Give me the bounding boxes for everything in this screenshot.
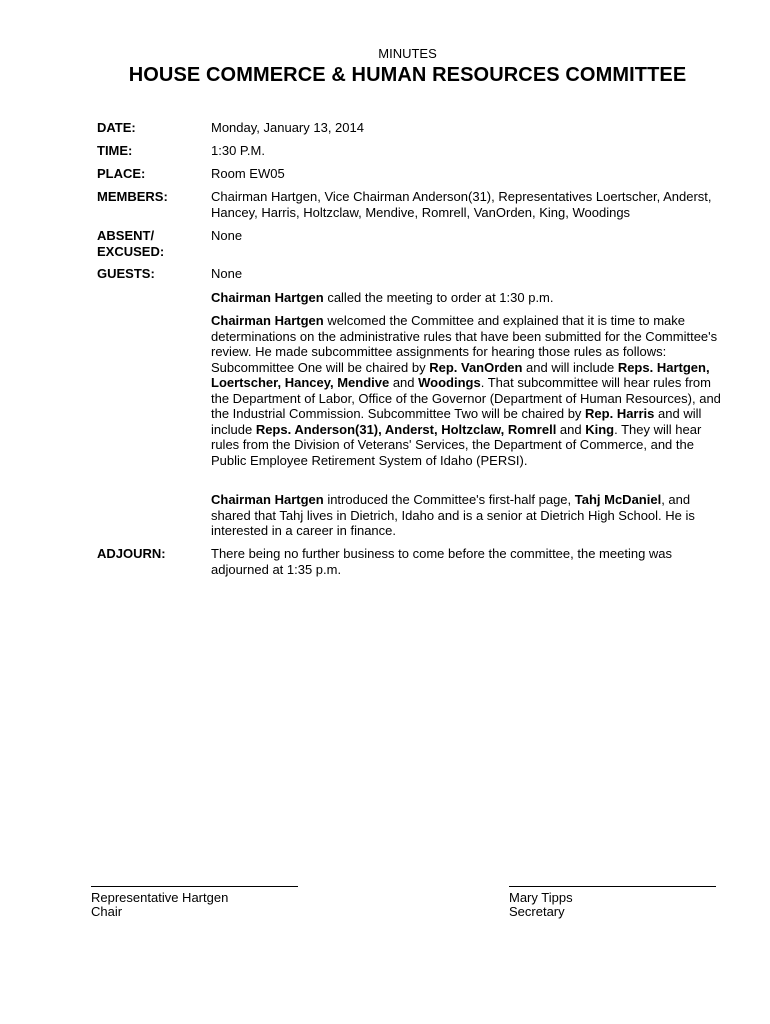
guests-label: GUESTS:	[97, 266, 155, 281]
rep-names: Reps. Hartgen, Loertscher, Hancey, Mendive	[211, 359, 710, 390]
minutes-label: MINUTES	[378, 46, 437, 61]
members-label: MEMBERS:	[97, 189, 168, 204]
rep-name: Rep. Harris	[585, 406, 655, 421]
chair-title: Chair	[91, 904, 123, 919]
place-label: PLACE:	[97, 166, 146, 181]
paragraph-subcommittees	[211, 313, 731, 468]
guests-value: None	[211, 266, 243, 281]
time-label: TIME:	[97, 143, 133, 158]
signature-line	[91, 886, 298, 887]
chair-name: Representative Hartgen	[91, 890, 229, 905]
paragraph-text: and will include	[211, 406, 702, 437]
paragraph-call-to-order	[211, 290, 731, 306]
page-name: Tahj McDaniel	[574, 492, 662, 507]
paragraph-text: and will include	[522, 359, 618, 375]
signature-block-chair	[91, 886, 298, 919]
place-value: Room EW05	[211, 166, 285, 181]
paragraph-text: welcomed the Committee and explained that it is time to make determinations on the administrative rules that have been submitted for the Committee's review. He made subcommittee assignments for hearing those rules as follows: Subcommittee One will be chaired by	[211, 313, 718, 375]
signature-line	[509, 886, 716, 887]
time-value: 1:30 P.M.	[211, 143, 265, 158]
paragraph-text: . They will hear rules from the Division of Veterans' Services, the Department of Commerce, and the Public Employee Retirement System of Idaho (PERSI).	[211, 421, 702, 468]
paragraph-text: . That subcommittee will hear rules from the Department of Labor, Office of the Governor (Department of Human Resources), and the Industrial Commission. Subcommittee Two will be chaired by	[211, 375, 721, 421]
secretary-name: Mary Tipps	[509, 890, 573, 905]
absent-label-line2: EXCUSED:	[97, 244, 165, 259]
rep-name: King	[585, 421, 615, 437]
rep-name: Woodings	[418, 375, 481, 390]
paragraph-text: introduced the Committee's first-half page,	[323, 492, 575, 507]
absent-label-line1: ABSENT/	[97, 228, 155, 243]
rep-name: Rep. VanOrden	[429, 359, 523, 375]
secretary-title: Secretary	[509, 904, 565, 919]
committee-title: HOUSE COMMERCE & HUMAN RESOURCES COMMITTEE	[128, 64, 687, 86]
adjourn-label: ADJOURN:	[97, 546, 166, 561]
date-value: Monday, January 13, 2014	[211, 120, 364, 135]
paragraph-text: and	[389, 375, 419, 390]
speaker-name: Chairman Hartgen	[211, 492, 324, 507]
paragraph-text: called the meeting to order at 1:30 p.m.	[323, 290, 554, 305]
adjourn-value: There being no further business to come before the committee, the meeting was adjourned at 1:35 p.m.	[211, 546, 673, 577]
signature-block-secretary	[509, 886, 716, 919]
absent-label	[97, 228, 207, 260]
speaker-name: Chairman Hartgen	[211, 290, 324, 305]
paragraph-text: , and shared that Tahj lives in Dietrich, Idaho and is a senior at Dietrich High School. He is interested in a career in finance.	[211, 492, 695, 538]
paragraph-text: and	[556, 421, 586, 437]
speaker-name: Chairman Hartgen	[211, 313, 324, 328]
members-value: Chairman Hartgen, Vice Chairman Anderson(31), Representatives Loertscher, Anderst, Hancey, Harris, Holtzclaw, Mendive, Romrell, VanOrden, King, Woodings	[211, 189, 712, 220]
paragraph-page-introduction	[211, 492, 731, 539]
absent-value: None	[211, 228, 243, 243]
rep-names: Reps. Anderson(31), Anderst, Holtzclaw, Romrell	[255, 421, 557, 437]
date-label: DATE:	[97, 120, 136, 135]
